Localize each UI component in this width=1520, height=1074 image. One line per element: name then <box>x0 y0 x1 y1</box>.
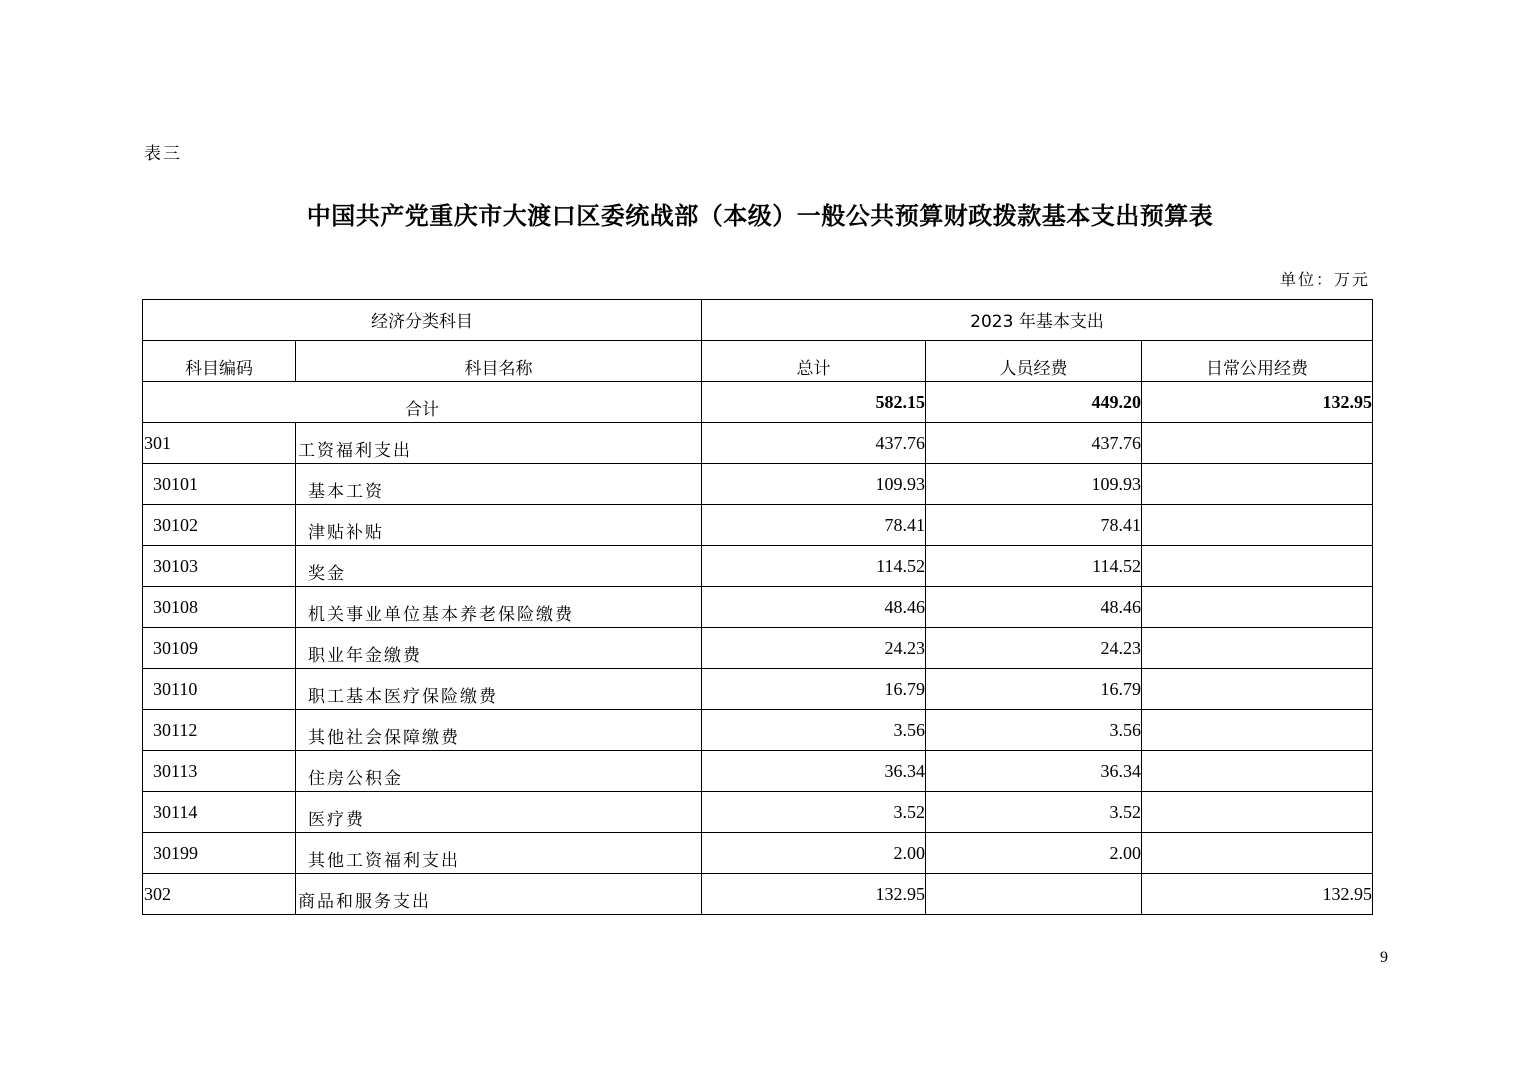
table-row <box>143 669 1373 710</box>
row-name: 商品和服务支出 <box>296 874 702 915</box>
row-public <box>1142 710 1373 751</box>
row-total: 437.76 <box>702 423 926 464</box>
row-personnel: 16.79 <box>926 669 1142 710</box>
table-row <box>143 792 1373 833</box>
table-row <box>143 587 1373 628</box>
row-total: 132.95 <box>702 874 926 915</box>
table-row <box>143 833 1373 874</box>
header-name: 科目名称 <box>296 341 702 382</box>
row-name: 其他工资福利支出 <box>296 833 702 874</box>
table-row <box>143 464 1373 505</box>
header-economic-classification: 经济分类科目 <box>143 300 702 341</box>
row-total: 109.93 <box>702 464 926 505</box>
row-personnel: 3.56 <box>926 710 1142 751</box>
row-total: 3.56 <box>702 710 926 751</box>
row-personnel: 114.52 <box>926 546 1142 587</box>
row-code: 30101 <box>143 464 296 505</box>
row-code: 302 <box>143 874 296 915</box>
table-label: 表三 <box>144 144 182 164</box>
table-row <box>143 423 1373 464</box>
row-code: 30108 <box>143 587 296 628</box>
row-code: 30114 <box>143 792 296 833</box>
row-public <box>1142 546 1373 587</box>
row-personnel: 109.93 <box>926 464 1142 505</box>
row-public <box>1142 792 1373 833</box>
row-name: 住房公积金 <box>296 751 702 792</box>
header-basic-expenditure: 2023 年基本支出 <box>702 300 1373 341</box>
row-name: 奖金 <box>296 546 702 587</box>
page-number: 9 <box>1380 949 1388 966</box>
row-code: 30102 <box>143 505 296 546</box>
header-row-top <box>143 300 1373 341</box>
row-code: 30110 <box>143 669 296 710</box>
row-name: 津贴补贴 <box>296 505 702 546</box>
row-personnel: 24.23 <box>926 628 1142 669</box>
row-total: 24.23 <box>702 628 926 669</box>
document-title: 中国共产党重庆市大渡口区委统战部（本级）一般公共预算财政拨款基本支出预算表 <box>306 201 1214 230</box>
row-public <box>1142 628 1373 669</box>
row-code: 30112 <box>143 710 296 751</box>
row-public <box>1142 505 1373 546</box>
summary-label: 合计 <box>143 382 702 423</box>
table-row <box>143 546 1373 587</box>
row-code: 30109 <box>143 628 296 669</box>
row-public <box>1142 423 1373 464</box>
header-public: 日常公用经费 <box>1142 341 1373 382</box>
table-row <box>143 710 1373 751</box>
row-total: 2.00 <box>702 833 926 874</box>
row-public: 132.95 <box>1142 874 1373 915</box>
row-code: 30103 <box>143 546 296 587</box>
row-code: 30113 <box>143 751 296 792</box>
row-public <box>1142 669 1373 710</box>
row-personnel: 2.00 <box>926 833 1142 874</box>
row-personnel <box>926 874 1142 915</box>
table-row <box>143 505 1373 546</box>
row-total: 48.46 <box>702 587 926 628</box>
summary-public: 132.95 <box>1142 382 1373 423</box>
summary-personnel: 449.20 <box>926 382 1142 423</box>
row-name: 职工基本医疗保险缴费 <box>296 669 702 710</box>
row-personnel: 48.46 <box>926 587 1142 628</box>
summary-total: 582.15 <box>702 382 926 423</box>
header-total: 总计 <box>702 341 926 382</box>
header-row-sub <box>143 341 1373 382</box>
row-total: 3.52 <box>702 792 926 833</box>
header-personnel: 人员经费 <box>926 341 1142 382</box>
row-personnel: 3.52 <box>926 792 1142 833</box>
row-name: 工资福利支出 <box>296 423 702 464</box>
row-name: 机关事业单位基本养老保险缴费 <box>296 587 702 628</box>
row-personnel: 78.41 <box>926 505 1142 546</box>
row-code: 30199 <box>143 833 296 874</box>
row-public <box>1142 751 1373 792</box>
row-public <box>1142 587 1373 628</box>
row-name: 职业年金缴费 <box>296 628 702 669</box>
row-name: 基本工资 <box>296 464 702 505</box>
row-total: 78.41 <box>702 505 926 546</box>
summary-row <box>143 382 1373 423</box>
row-public <box>1142 833 1373 874</box>
row-total: 16.79 <box>702 669 926 710</box>
table-row <box>143 874 1373 915</box>
row-code: 301 <box>143 423 296 464</box>
row-name: 医疗费 <box>296 792 702 833</box>
row-total: 114.52 <box>702 546 926 587</box>
table-row <box>143 751 1373 792</box>
header-code: 科目编码 <box>143 341 296 382</box>
row-total: 36.34 <box>702 751 926 792</box>
row-public <box>1142 464 1373 505</box>
row-name: 其他社会保障缴费 <box>296 710 702 751</box>
budget-table <box>142 299 1373 915</box>
row-personnel: 437.76 <box>926 423 1142 464</box>
row-personnel: 36.34 <box>926 751 1142 792</box>
table-row <box>143 628 1373 669</box>
unit-label: 单位：万元 <box>1279 270 1370 289</box>
